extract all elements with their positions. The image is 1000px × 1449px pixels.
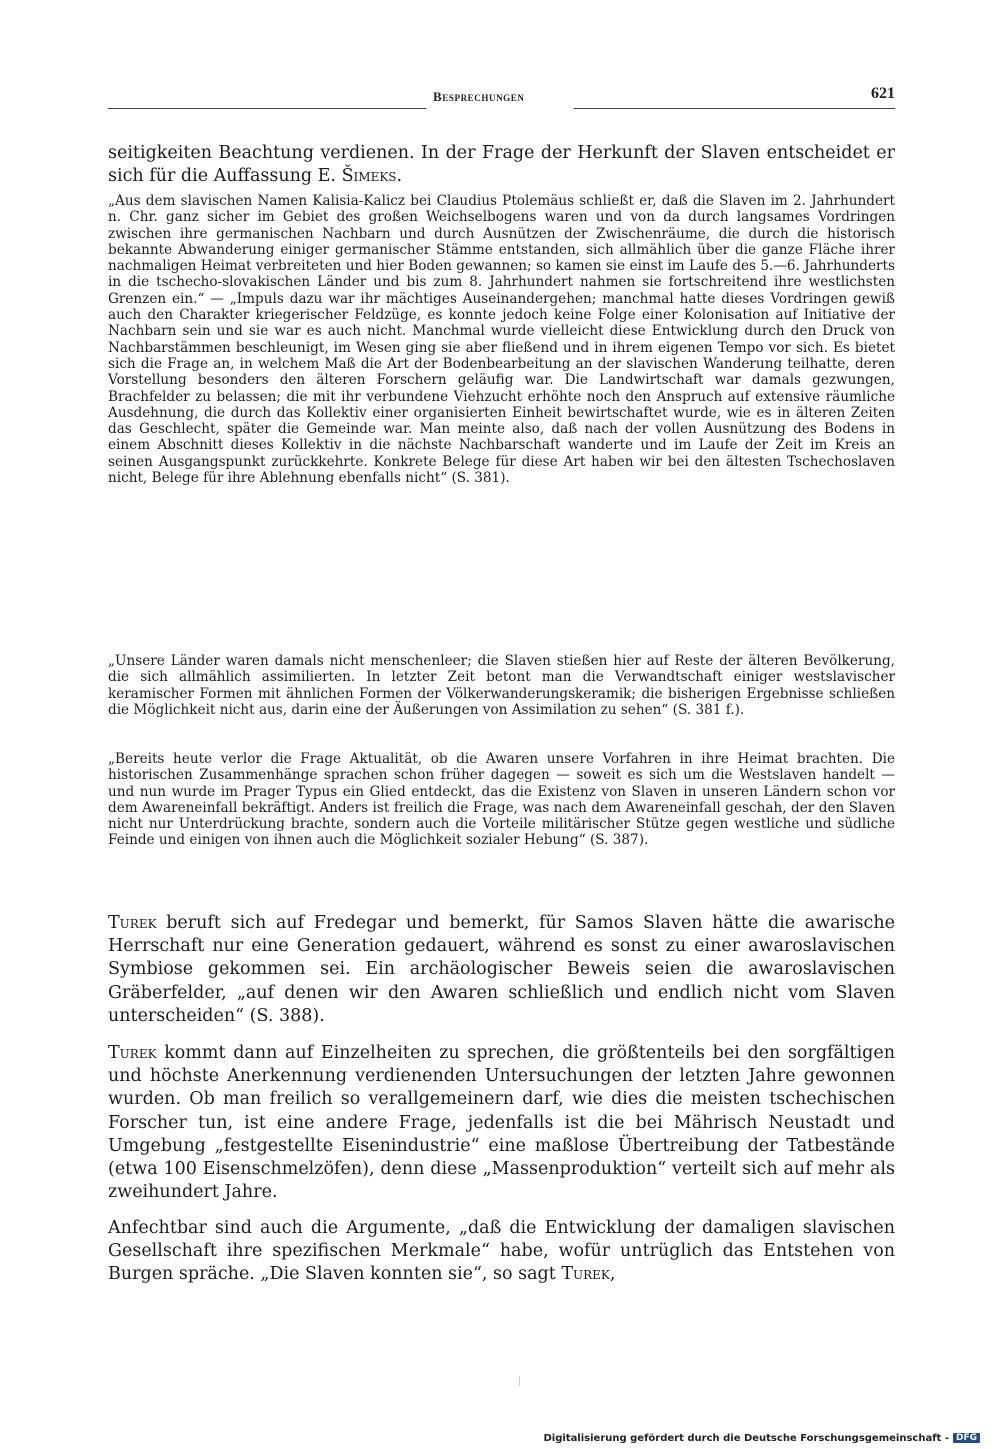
final-paragraph (108, 1217, 895, 1287)
turek-paragraph-2 (108, 1042, 895, 1204)
turek-paragraph-1 (108, 912, 895, 1028)
author-name: Šimeks (341, 166, 397, 187)
quote-1-text: „Aus dem slavischen Namen Kalisia-Kalicz bei Claudius Ptolemäus schließt er, daß die Slaven im 2. Jahrhundert n. Chr. ganz sicher im Gebiet des großen Weichselbogens waren und von da durch langsames Vordringen zwischen ihre germanischen Nachbarn und durch Ausnützen der Zwischenräume, die durch die historisch bekannte Abwanderung einiger germanischer Stämme entstanden, sich allmählich über die ganze Fläche ihrer nachmaligen Heimat verbreiteten und hier Boden gewannen; so kamen sie einst im Laufe des 5.—6. Jahrhunderts in die tschecho-slovakischen Länder und bis zum 8. Jahrhundert nahmen sie fortschreitend ihre westlichsten Grenzen ein.“ — „Impuls dazu war ihr mächtiges Auseinandergehen; manchmal hatte dieses Vordringen gewiß auch den Charakter kriegerischer Feldzüge, es konnte jedoch keine Folge einer Kolonisation auf Initiative der Nachbarn sein und sie war es auch nicht. Manchmal wurde vielleicht diese Entwicklung durch den Druck von Nachbarstämmen beschleunigt, im Wesen ging sie aber fließend und in ihrem eigenen Tempo vor sich. Es bietet sich die Frage an, in welchem Maß die Art der Bodenbearbeitung an der slavischen Wanderung teilhatte, deren Vorstellung besonders den älteren Forschern geläufig war. Die Landwirtschaft war damals gezwungen, Brachfelder zu belassen; die mit ihr verbundene Viehzucht erhöhte noch den Anspruch auf extensive räumliche Ausdehnung, die durch das Kollektiv einer organisierten Einheit bewirtschaftet wurde, wie es in älteren Zeiten das Geschlecht, später die Gemeinde war. Man meinte also, daß nach der vollen Ausnützung des Bodens in einem Abschnitt dieses Kollektiv in die nächste Nachbarschaft wanderte und im Laufe der Zeit im Kreis an seinen Ausgangspunkt zurückkehrte. Konkrete Belege für diese Art haben wir bei den ältesten Tschechoslaven nicht, Belege für ihre Ablehnung ebenfalls nicht“ (S. 381). (108, 193, 895, 487)
turek-name-1: Turek (108, 913, 157, 933)
quote-1 (108, 193, 895, 486)
turek-name-2: Turek (108, 1043, 157, 1063)
intro-end: . (396, 166, 403, 187)
digitization-footer (543, 1433, 980, 1444)
quote-3 (108, 751, 895, 849)
intro-paragraph (108, 142, 895, 188)
header-rule-right (574, 108, 895, 109)
page-number: 621 (871, 85, 895, 102)
running-header (108, 86, 895, 110)
footer-text: Digitalisierung gefördert durch die Deutsche Forschungsgemeinschaft - (543, 1433, 949, 1444)
quote-2-text: „Unsere Länder waren damals nicht menschenleer; die Slaven stießen hier auf Reste der älteren Bevölkerung, die sich allmählich assimilierten. In letzter Zeit betont man die Verwandtschaft einiger westslavischer keramischer Formen mit ähnlichen Formen der Völkerwanderungskeramik; die bisherigen Ergebnisse schließen die Möglichkeit nicht aus, darin eine der Äußerungen von Assimilation zu sehen“ (S. 381 f.). (108, 653, 895, 718)
intro-text: seitigkeiten Beachtung verdienen. In der Frage der Herkunft der Slaven entscheidet er sich für die Auffassung E. (108, 143, 895, 187)
header-rule-left (108, 108, 426, 109)
final-paragraph-end: , (609, 1264, 616, 1285)
turek-paragraph-1-text: beruft sich auf Fredegar und bemerkt, für Samos Slaven hätte die awarische Herrschaft nur eine Generation gedauert, während es sonst zu einer awaroslavischen Symbiose gekommen sei. Ein archäologischer Beweis seien die awaroslavischen Gräberfelder, „auf denen wir den Awaren schließlich und endlich nicht vom Slaven unterscheiden“ (S. 388). (108, 913, 895, 1026)
scan-speck (519, 1376, 520, 1386)
turek-paragraph-2-text: kommt dann auf Einzelheiten zu sprechen, die größtenteils bei den sorgfältigen und höchste Anerkennung verdienenden Untersuchungen der letzten Jahre gewonnen wurden. Ob man freilich so verallgemeinern darf, wie dies die meisten tschechischen Forscher tun, ist eine andere Frage, jedenfalls ist die bei Mährisch Neustadt und Umgebung „festgestellte Eisenindustrie“ eine maßlose Übertreibung der Tatbestände (etwa 100 Eisenschmelzöfen), denn diese „Massenproduktion“ verteilt sich auf mehr als zweihundert Jahre. (108, 1043, 895, 1203)
header-title: Besprechungen (433, 89, 525, 104)
dfg-logo: DFG (953, 1433, 980, 1443)
quote-2 (108, 653, 895, 718)
final-paragraph-text: Anfechtbar sind auch die Argumente, „daß die Entwicklung der damaligen slavischen Gesellschaft ihre spezifischen Merkmale“ habe, wofür untrüglich das Entstehen von Burgen spräche. „Die Slaven konnten sie“, so sagt (108, 1218, 895, 1285)
quote-3-text: „Bereits heute verlor die Frage Aktualität, ob die Awaren unsere Vorfahren in ihre Heimat brachten. Die historischen Zusammenhänge sprachen schon früher dagegen — soweit es sich um die Westslaven handelt — und nun wurde im Prager Typus ein Glied entdeckt, das die Existenz von Slaven in unseren Ländern schon vor dem Awareneinfall bekräftigt. Anders ist freilich die Frage, was nach dem Awareneinfall geschah, der den Slaven nicht nur Unterdrückung brachte, sondern auch die Vorteile militärischer Stütze gegen westliche und südliche Feinde und einigen von ihnen auch die Möglichkeit sozialer Hebung“ (S. 387). (108, 751, 895, 849)
turek-name-3: Turek (561, 1264, 610, 1285)
